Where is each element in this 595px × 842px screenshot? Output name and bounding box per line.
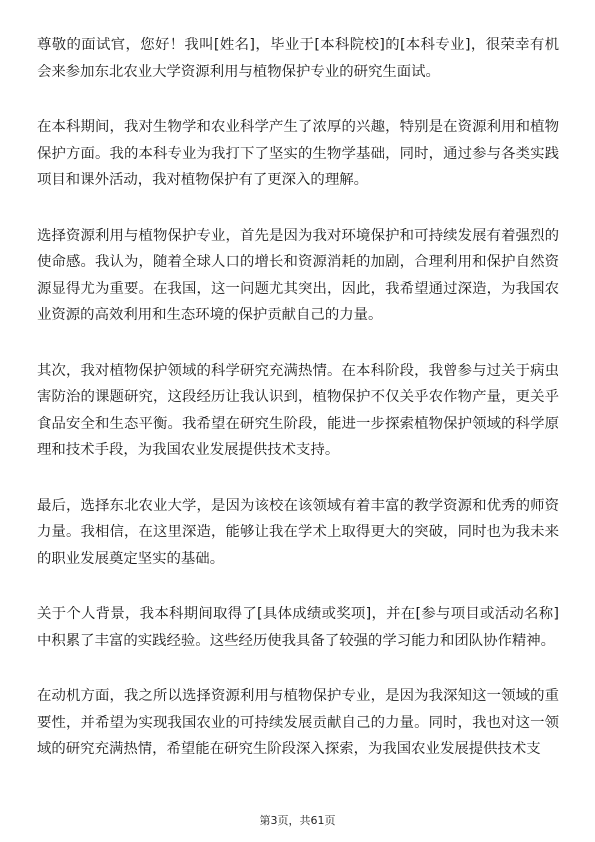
document-body — [37, 32, 559, 763]
paragraph-major-choice: 选择资源利用与植物保护专业，首先是因为我对环境保护和可持续发展有着强烈的使命感。我认为，随着全球人口的增长和资源消耗的加剧，合理利用和保护自然资源显得尤为重要。在我国，这一问题尤其突出，因此，我希望通过深造，为我国农业资源的高效利用和生态环境的保护贡献自己的力量。 — [37, 227, 559, 323]
paragraph-greeting: 尊敬的面试官，您好！我叫[姓名]，毕业于[本科院校]的[本科专业]，很荣幸有机会来参加东北农业大学资源利用与植物保护专业的研究生面试。 — [37, 37, 559, 80]
paragraph-personal-background: 关于个人背景，我本科期间取得了[具体成绩或奖项]，并在[参与项目或活动名称]中积累了丰富的实践经验。这些经历使我具备了较强的学习能力和团队协作精神。 — [37, 606, 559, 649]
paragraph-motivation: 在动机方面，我之所以选择资源利用与植物保护专业，是因为我深知这一领域的重要性，并希望为实现我国农业的可持续发展贡献自己的力量。同时，我也对这一领域的研究充满热情，希望能在研究生阶段深入探索，为我国农业发展提供技术支 — [37, 688, 559, 757]
paragraph-university-choice: 最后，选择东北农业大学，是因为该校在该领域有着丰富的教学资源和优秀的师资力量。我相信，在这里深造，能够让我在学术上取得更大的突破，同时也为我未来的职业发展奠定坚实的基础。 — [37, 497, 559, 567]
page-number: 第3页，共61页 — [259, 814, 336, 827]
paragraph-research-passion: 其次，我对植物保护领域的科学研究充满热情。在本科阶段，我曾参与过关于病虫害防治的课题研究，这段经历让我认识到，植物保护不仅关乎农作物产量，更关乎食品安全和生态平衡。我希望在研究生阶段，能进一步探索植物保护领域的科学原理和技术手段，为我国农业发展提供技术支持。 — [37, 362, 559, 458]
paragraph-undergraduate: 在本科期间，我对生物学和农业科学产生了浓厚的兴趣，特别是在资源利用和植物保护方面。我的本科专业为我打下了坚实的生物学基础，同时，通过参与各类实践项目和课外活动，我对植物保护有了更深入的理解。 — [37, 119, 559, 188]
